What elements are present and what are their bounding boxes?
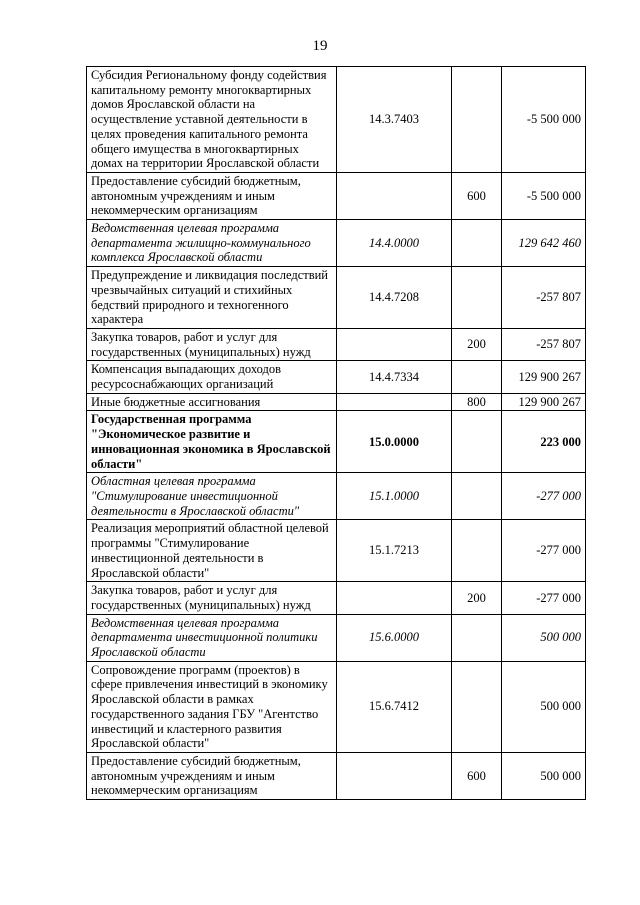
row-code-cell: 15.6.7412 — [337, 661, 452, 752]
table-row — [87, 67, 586, 173]
row-type-cell: 200 — [452, 328, 502, 360]
row-code-cell: 15.0.0000 — [337, 411, 452, 473]
row-amount-cell: 129 900 267 — [502, 361, 586, 393]
row-amount-cell: 129 642 460 — [502, 220, 586, 267]
table-row — [87, 614, 586, 661]
table-row — [87, 582, 586, 614]
row-code-cell: 14.4.7334 — [337, 361, 452, 393]
row-name-cell: Ведомственная целевая программа департамента жилищно-коммунального комплекса Ярославской области — [87, 220, 337, 267]
row-name-cell: Предоставление субсидий бюджетным, автономным учреждениям и иным некоммерческим организациям — [87, 172, 337, 219]
table-row — [87, 172, 586, 219]
table-row — [87, 661, 586, 752]
row-type-cell — [452, 661, 502, 752]
row-name-cell: Областная целевая программа "Стимулирование инвестиционной деятельности в Ярославской области" — [87, 473, 337, 520]
row-type-cell: 800 — [452, 393, 502, 411]
budget-table — [86, 66, 586, 800]
row-type-cell: 600 — [452, 172, 502, 219]
row-amount-cell: -277 000 — [502, 582, 586, 614]
table-row — [87, 752, 586, 799]
row-name-cell: Закупка товаров, работ и услуг для государственных (муниципальных) нужд — [87, 582, 337, 614]
row-name-cell: Субсидия Региональному фонду содействия капитальному ремонту многоквартирных домов Ярославской области на осуществление уставной деятельности в целях проведения капитального ремонта общего имущества в многоквартирных домах на территории Ярославской области — [87, 67, 337, 173]
row-amount-cell: 129 900 267 — [502, 393, 586, 411]
row-amount-cell: -257 807 — [502, 328, 586, 360]
row-amount-cell: -5 500 000 — [502, 67, 586, 173]
row-code-cell: 14.4.7208 — [337, 267, 452, 329]
row-amount-cell: -277 000 — [502, 473, 586, 520]
row-code-cell — [337, 328, 452, 360]
table-row — [87, 393, 586, 411]
row-type-cell — [452, 220, 502, 267]
table-row — [87, 520, 586, 582]
budget-table-body — [87, 67, 586, 800]
row-code-cell: 15.1.0000 — [337, 473, 452, 520]
row-code-cell — [337, 582, 452, 614]
row-code-cell — [337, 172, 452, 219]
row-code-cell: 15.6.0000 — [337, 614, 452, 661]
row-code-cell: 14.3.7403 — [337, 67, 452, 173]
row-type-cell — [452, 361, 502, 393]
row-code-cell: 15.1.7213 — [337, 520, 452, 582]
row-name-cell: Реализация мероприятий областной целевой программы "Стимулирование инвестиционной деятельности в Ярославской области" — [87, 520, 337, 582]
row-amount-cell: 223 000 — [502, 411, 586, 473]
table-row — [87, 328, 586, 360]
row-type-cell — [452, 411, 502, 473]
row-amount-cell: 500 000 — [502, 752, 586, 799]
table-row — [87, 267, 586, 329]
row-name-cell: Предупреждение и ликвидация последствий чрезвычайных ситуаций и стихийных бедствий природного и техногенного характера — [87, 267, 337, 329]
row-type-cell: 600 — [452, 752, 502, 799]
row-type-cell: 200 — [452, 582, 502, 614]
row-code-cell — [337, 393, 452, 411]
row-amount-cell: 500 000 — [502, 661, 586, 752]
row-code-cell: 14.4.0000 — [337, 220, 452, 267]
row-name-cell: Компенсация выпадающих доходов ресурсоснабжающих организаций — [87, 361, 337, 393]
row-amount-cell: -277 000 — [502, 520, 586, 582]
table-row — [87, 473, 586, 520]
row-name-cell: Закупка товаров, работ и услуг для государственных (муниципальных) нужд — [87, 328, 337, 360]
row-type-cell — [452, 520, 502, 582]
row-type-cell — [452, 267, 502, 329]
row-type-cell — [452, 614, 502, 661]
row-type-cell — [452, 67, 502, 173]
row-amount-cell: -5 500 000 — [502, 172, 586, 219]
page-number: 19 — [312, 38, 328, 54]
table-row — [87, 411, 586, 473]
row-amount-cell: -257 807 — [502, 267, 586, 329]
table-row — [87, 220, 586, 267]
table-row — [87, 361, 586, 393]
row-name-cell: Предоставление субсидий бюджетным, автономным учреждениям и иным некоммерческим организациям — [87, 752, 337, 799]
row-amount-cell: 500 000 — [502, 614, 586, 661]
row-name-cell: Государственная программа "Экономическое развитие и инновационная экономика в Ярославской области" — [87, 411, 337, 473]
row-code-cell — [337, 752, 452, 799]
row-name-cell: Ведомственная целевая программа департамента инвестиционной политики Ярославской области — [87, 614, 337, 661]
row-name-cell: Сопровождение программ (проектов) в сфере привлечения инвестиций в экономику Ярославской области в рамках государственного задания ГБУ "Агентство инвестиций и кластерного развития Ярославской области" — [87, 661, 337, 752]
row-type-cell — [452, 473, 502, 520]
row-name-cell: Иные бюджетные ассигнования — [87, 393, 337, 411]
